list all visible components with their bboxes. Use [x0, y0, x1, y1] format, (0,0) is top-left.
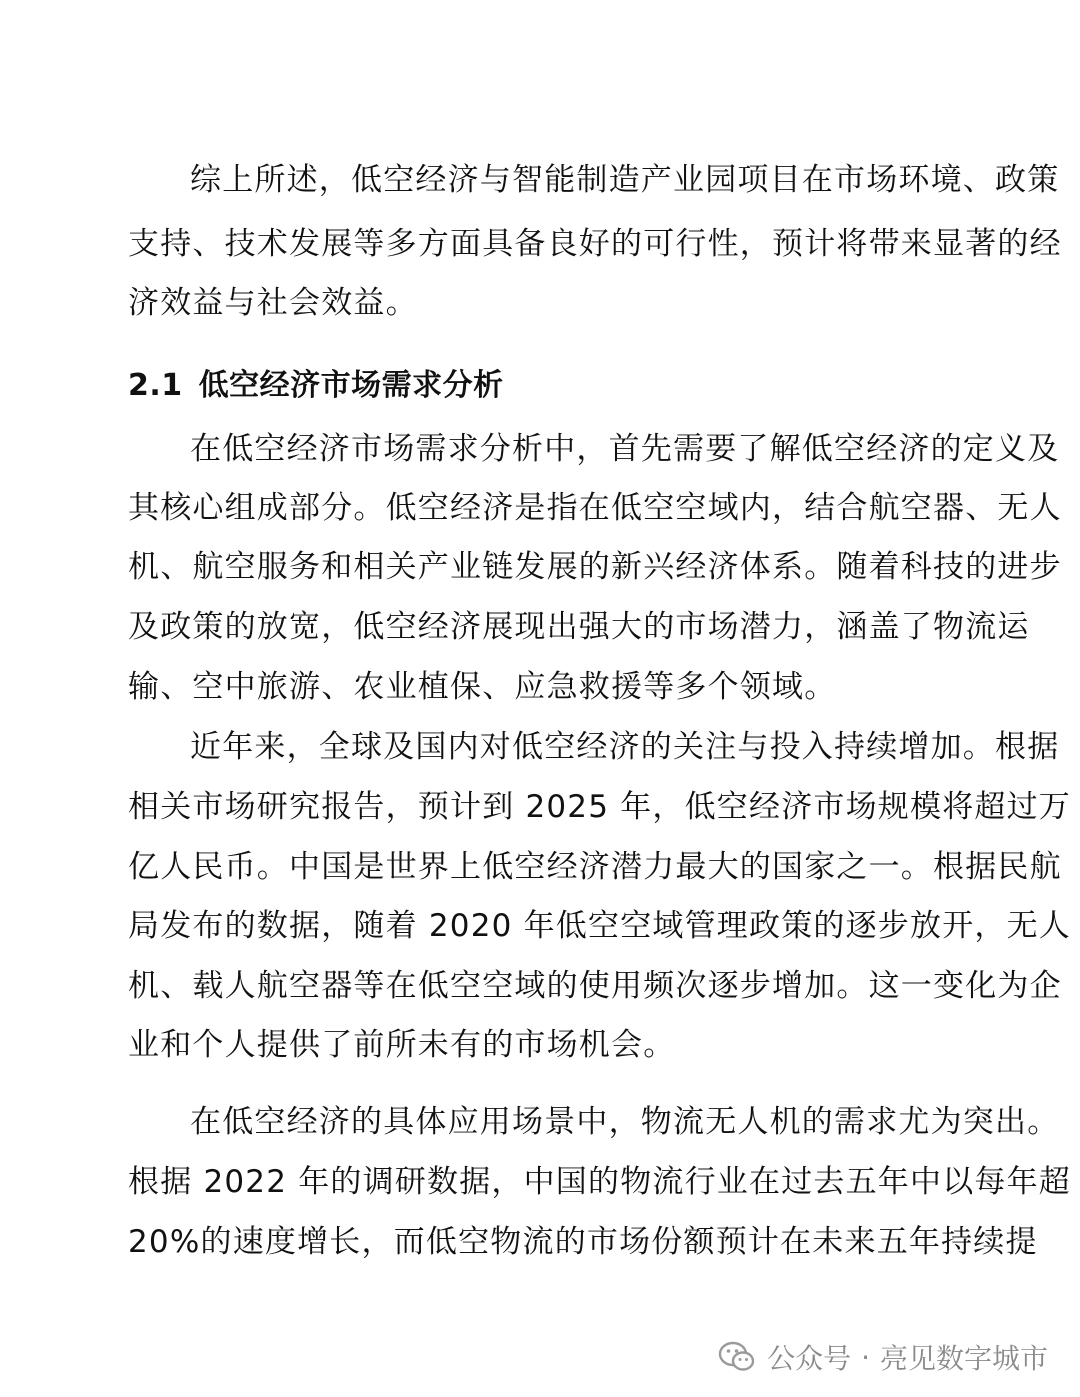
p2-line-5: 机、载人航空器等在低空空域的使用频次逐步增加。这一变化为企	[128, 968, 1062, 1004]
p1-line-3: 机、航空服务和相关产业链发展的新兴经济体系。随着科技的进步	[128, 549, 1062, 585]
p2-line-4: 局发布的数据，随着 2020 年低空空域管理政策的逐步放开，无人	[128, 908, 1071, 944]
p1-line-1: 在低空经济市场需求分析中，首先需要了解低空经济的定义及	[190, 431, 1060, 467]
p1-line-4: 及政策的放宽，低空经济展现出强大的市场潜力，涵盖了物流运	[128, 609, 1030, 645]
p3-line-1: 在低空经济的具体应用场景中，物流无人机的需求尤为突出。	[190, 1104, 1060, 1140]
watermark-label: 公众号	[767, 1342, 852, 1375]
p2-line-3: 亿人民币。中国是世界上低空经济潜力最大的国家之一。根据民航	[128, 849, 1062, 885]
watermark-account: 亮见数字城市	[879, 1342, 1048, 1375]
p2-line-1: 近年来，全球及国内对低空经济的关注与投入持续增加。根据	[190, 729, 1060, 765]
intro-line-3: 济效益与社会效益。	[128, 285, 418, 321]
p3-line-3: 20%的速度增长，而低空物流的市场份额预计在未来五年持续提	[128, 1224, 1038, 1260]
p1-line-5: 输、空中旅游、农业植保、应急救援等多个领域。	[128, 669, 837, 705]
watermark-separator: ·	[861, 1340, 870, 1374]
wechat-icon	[717, 1337, 757, 1377]
watermark	[717, 1335, 1048, 1379]
section-heading	[128, 366, 504, 406]
intro-line-1: 综上所述，低空经济与智能制造产业园项目在市场环境、政策	[190, 162, 1060, 198]
p1-line-2: 其核心组成部分。低空经济是指在低空空域内，结合航空器、无人	[128, 490, 1062, 526]
p3-line-2: 根据 2022 年的调研数据，中国的物流行业在过去五年中以每年超	[128, 1164, 1071, 1200]
section-number: 2.1	[128, 368, 183, 403]
intro-line-2: 支持、技术发展等多方面具备良好的可行性，预计将带来显著的经	[128, 226, 1062, 262]
section-title: 低空经济市场需求分析	[198, 368, 504, 403]
p2-line-2: 相关市场研究报告，预计到 2025 年，低空经济市场规模将超过万	[128, 789, 1071, 825]
p2-line-6: 业和个人提供了前所未有的市场机会。	[128, 1027, 676, 1063]
